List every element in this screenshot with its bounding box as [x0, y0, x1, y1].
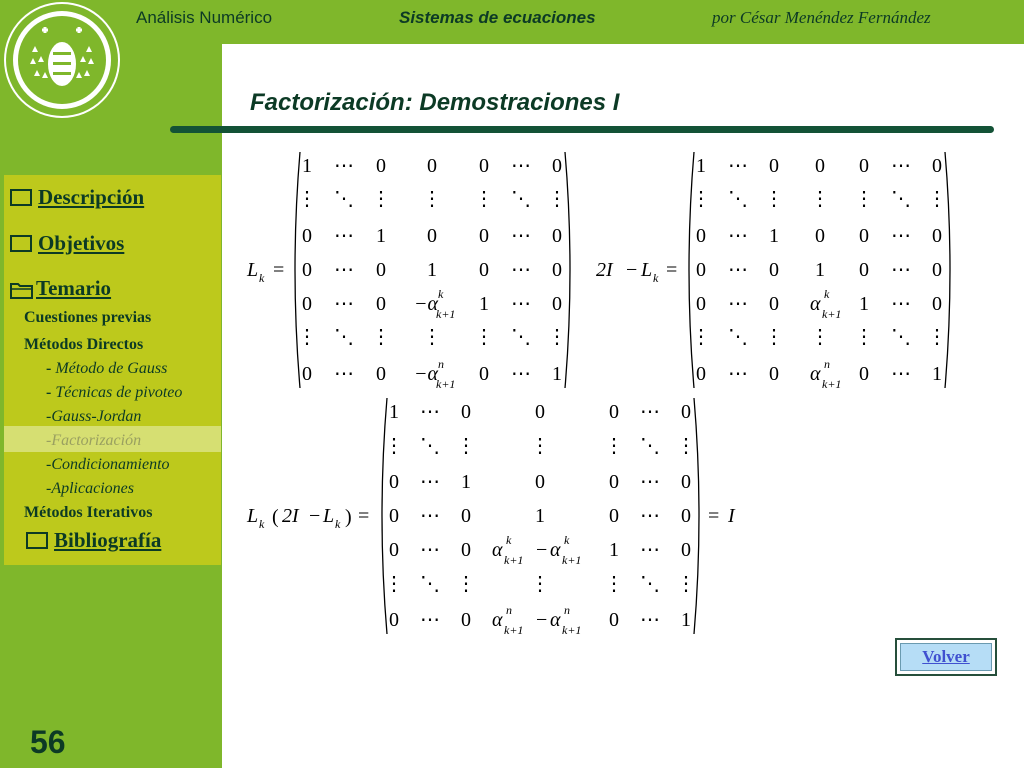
minus-sign: −	[309, 505, 321, 527]
matrix-product-entry: ⋯	[640, 539, 660, 561]
matrix-Lk-entry: ⋮	[297, 188, 317, 210]
matrix-Lk-alpha: −α	[414, 363, 438, 385]
close-paren: )	[345, 506, 352, 528]
equals-sign: =	[708, 505, 720, 527]
lhs-2I: 2I	[282, 505, 299, 527]
menu-bibliografia-label: Bibliografía	[54, 528, 162, 552]
matrix-product-entry: 0	[681, 471, 691, 493]
lhs-L: L	[323, 505, 335, 527]
matrix-product-entry: 0	[461, 609, 471, 631]
matrix-product-entry: 1	[389, 401, 399, 423]
matrix-product-entry: 0	[461, 401, 471, 423]
matrix-Lk-entry: 0	[302, 363, 312, 385]
matrix-product-minus: −	[536, 609, 548, 631]
matrix-product-entry: ⋯	[420, 609, 440, 631]
lhs-subscript-k: k	[259, 517, 265, 531]
matrix-product-entry: ⋮	[604, 573, 624, 595]
matrix-product-entry: 1	[681, 609, 691, 631]
matrix-Lk-entry: 0	[376, 259, 386, 281]
matrix-2I-minus-Lk-entry: 0	[696, 225, 706, 247]
matrix-Lk-entry: 0	[552, 293, 562, 315]
matrix-Lk-entry: 1	[302, 155, 312, 177]
matrix-product-entry: 0	[681, 401, 691, 423]
matrix-2I-minus-Lk-entry: 1	[696, 155, 706, 177]
matrix-product-entry: ⋮	[604, 435, 624, 457]
menu-factorizacion[interactable]: -Factorización	[46, 432, 142, 449]
menu-temario-label: Temario	[36, 276, 112, 300]
matrix-product-left-paren	[382, 398, 387, 634]
matrix-2I-minus-Lk-entry: ⋯	[891, 259, 911, 281]
matrix-product-entry: ⋯	[640, 471, 660, 493]
matrix-Lk-entry: 0	[552, 225, 562, 247]
matrix-product-entry: ⋮	[456, 573, 476, 595]
matrix-Lk-entry: 0	[552, 155, 562, 177]
matrix-product-entry: ⋮	[530, 573, 550, 595]
matrix-product-entry: 0	[535, 471, 545, 493]
alpha-superscript: n	[438, 357, 444, 371]
matrix-Lk-entry: ⋮	[297, 326, 317, 348]
matrix-2I-minus-Lk-entry: 0	[932, 225, 942, 247]
matrix-Lk-entry: 0	[479, 155, 489, 177]
matrix-product-entry: 0	[609, 505, 619, 527]
matrix-2I-minus-Lk-entry: ⋯	[891, 225, 911, 247]
matrix-product-right-paren	[694, 398, 699, 634]
menu-descripcion-label: Descripción	[38, 185, 145, 209]
alpha-subscript: k+1	[562, 623, 582, 637]
matrix-2I-minus-Lk-entry: ⋮	[764, 188, 784, 210]
matrix-product-entry: 1	[461, 471, 471, 493]
matrix-product-entry: ⋱	[640, 435, 660, 457]
menu-aplicaciones[interactable]: -Aplicaciones	[46, 480, 134, 497]
matrix-product-entry: ⋯	[420, 401, 440, 423]
matrix-2I-minus-Lk-entry: 0	[859, 363, 869, 385]
alpha-subscript: k+1	[822, 377, 842, 391]
matrix-product-alpha: α	[492, 539, 503, 561]
matrix-product-entry: 0	[389, 609, 399, 631]
matrix-Lk-entry: 0	[479, 225, 489, 247]
matrix-2I-minus-Lk-entry: ⋱	[891, 188, 911, 210]
matrix-2I-minus-Lk-entry: 0	[769, 293, 779, 315]
matrix-Lk-entry: ⋱	[334, 188, 354, 210]
matrix-product-entry: 0	[609, 609, 619, 631]
alpha-subscript: k+1	[504, 623, 524, 637]
open-paren: (	[272, 506, 279, 528]
matrix-2I-minus-Lk-entry: ⋮	[927, 188, 947, 210]
topic-name: Sistemas de ecuaciones	[399, 8, 596, 27]
lhs-subscript-k: k	[335, 517, 341, 531]
matrix-Lk-entry: 1	[552, 363, 562, 385]
matrix-2I-minus-Lk-entry: ⋯	[891, 293, 911, 315]
matrix-2I-minus-Lk-entry: ⋯	[728, 259, 748, 281]
matrix-Lk-entry: ⋯	[334, 155, 354, 177]
lhs-L: L	[247, 505, 259, 527]
matrix-2I-minus-Lk-entry: 0	[696, 259, 706, 281]
matrix-product-entry: 0	[461, 505, 471, 527]
page-title: Factorización: Demostraciones I	[250, 89, 620, 116]
matrix-Lk-entry: ⋯	[334, 225, 354, 247]
matrix-product-entry: ⋮	[676, 435, 696, 457]
author-name: por César Menéndez Fernández	[712, 8, 931, 27]
matrix-product-entry: 0	[609, 471, 619, 493]
matrix-product-entry: 0	[389, 505, 399, 527]
matrix-Lk-entry: ⋮	[474, 326, 494, 348]
lhs-L: L	[247, 259, 259, 281]
matrix-2I-minus-Lk-entry: ⋮	[927, 326, 947, 348]
matrix-2I-minus-Lk-entry: ⋯	[728, 293, 748, 315]
matrix-product-entry: ⋮	[456, 435, 476, 457]
menu-metodo-gauss-prefix: -	[46, 360, 56, 377]
matrix-2I-minus-Lk-entry: 1	[815, 259, 825, 281]
matrix-product-alpha: α	[550, 609, 561, 631]
matrix-product-entry: 0	[389, 471, 399, 493]
matrix-Lk-entry: ⋮	[422, 326, 442, 348]
volver-label: Volver	[900, 643, 992, 671]
menu-metodo-gauss-label: Método de Gauss	[55, 360, 168, 377]
alpha-superscript: k	[564, 533, 570, 547]
menu-tecnicas-prefix: -	[46, 384, 56, 401]
matrix-2I-minus-Lk-alpha: α	[810, 363, 821, 385]
alpha-superscript: k	[824, 287, 830, 301]
matrix-2I-minus-Lk-entry: 0	[696, 293, 706, 315]
matrix-Lk-entry: 1	[376, 225, 386, 247]
matrix-product-entry: 0	[681, 505, 691, 527]
matrix-2I-minus-Lk-entry: ⋱	[891, 326, 911, 348]
matrix-product-entry: ⋯	[640, 609, 660, 631]
alpha-superscript: n	[564, 603, 570, 617]
menu-cuestiones-previas[interactable]: Cuestiones previas	[24, 309, 152, 326]
matrix-2I-minus-Lk-entry: 0	[696, 363, 706, 385]
matrix-2I-minus-Lk-entry: 0	[769, 259, 779, 281]
matrix-Lk-entry: 0	[302, 225, 312, 247]
menu-gauss-jordan[interactable]: -Gauss-Jordan	[46, 408, 142, 425]
matrix-Lk-entry: 0	[376, 293, 386, 315]
menu-objetivos-label: Objetivos	[38, 231, 125, 255]
matrix-Lk-entry: 1	[479, 293, 489, 315]
alpha-superscript: k	[506, 533, 512, 547]
matrix-Lk-entry: ⋮	[371, 188, 391, 210]
matrix-2I-minus-Lk-entry: ⋯	[891, 155, 911, 177]
matrix-product-entry: ⋯	[640, 401, 660, 423]
matrix-Lk-entry: ⋱	[511, 326, 531, 348]
matrix-Lk-entry: 0	[376, 363, 386, 385]
matrix-product-alpha: α	[492, 609, 503, 631]
matrix-Lk-entry: ⋯	[334, 259, 354, 281]
matrix-Lk-entry: ⋯	[511, 225, 531, 247]
matrix-Lk-entry: ⋯	[511, 155, 531, 177]
matrix-product-entry: ⋮	[530, 435, 550, 457]
matrix-product-entry: 1	[609, 539, 619, 561]
matrix-Lk-alpha: −α	[414, 293, 438, 315]
matrix-Lk-entry: ⋮	[547, 326, 567, 348]
matrix-2I-minus-Lk-entry: 0	[859, 259, 869, 281]
matrix-Lk-entry: 0	[427, 155, 437, 177]
alpha-subscript: k+1	[562, 553, 582, 567]
matrix-2I-minus-Lk-alpha: α	[810, 293, 821, 315]
menu-tecnicas-label: Técnicas de pivoteo	[55, 384, 183, 401]
lhs-subscript-k: k	[653, 271, 659, 285]
matrix-2I-minus-Lk-entry: 0	[932, 155, 942, 177]
menu-metodos-iterativos[interactable]: Métodos Iterativos	[24, 504, 153, 521]
matrix-2I-minus-Lk-entry: 0	[815, 225, 825, 247]
matrix-product-entry: ⋮	[384, 573, 404, 595]
matrix-product-entry: ⋯	[420, 539, 440, 561]
matrix-Lk-entry: 0	[552, 259, 562, 281]
equals-sign: =	[358, 505, 370, 527]
alpha-subscript: k+1	[822, 307, 842, 321]
alpha-superscript: n	[824, 357, 830, 371]
matrix-product-entry: 0	[389, 539, 399, 561]
matrix-2I-minus-Lk-entry: ⋮	[854, 326, 874, 348]
matrix-Lk-entry: ⋮	[371, 326, 391, 348]
matrix-Lk-entry: 0	[376, 155, 386, 177]
matrix-Lk-entry: 0	[479, 259, 489, 281]
lhs-L: L	[641, 259, 653, 281]
alpha-subscript: k+1	[504, 553, 524, 567]
matrix-Lk-entry: ⋯	[511, 293, 531, 315]
page-number: 56	[30, 724, 66, 760]
matrix-2I-minus-Lk-entry: 1	[932, 363, 942, 385]
alpha-superscript: n	[506, 603, 512, 617]
minus-sign: −	[626, 259, 638, 281]
equals-sign: =	[273, 259, 285, 281]
matrix-2I-minus-Lk-entry: ⋮	[764, 326, 784, 348]
matrix-Lk-entry: 0	[302, 293, 312, 315]
matrix-product-entry: ⋮	[384, 435, 404, 457]
matrix-2I-minus-Lk-entry: ⋮	[691, 326, 711, 348]
equals-sign: =	[666, 259, 678, 281]
matrix-Lk-entry: ⋯	[334, 363, 354, 385]
matrix-product-entry: ⋮	[676, 573, 696, 595]
identity-I: I	[728, 505, 735, 527]
matrix-2I-minus-Lk-entry: 0	[932, 293, 942, 315]
matrix-Lk-entry: ⋯	[511, 259, 531, 281]
matrix-Lk-entry: 0	[302, 259, 312, 281]
matrix-2I-minus-Lk-entry: 0	[769, 363, 779, 385]
matrix-2I-minus-Lk-entry: 0	[815, 155, 825, 177]
matrix-product-entry: 0	[681, 539, 691, 561]
matrix-2I-minus-Lk-entry: ⋯	[891, 363, 911, 385]
matrix-product-entry: 0	[609, 401, 619, 423]
matrix-2I-minus-Lk-entry: ⋮	[691, 188, 711, 210]
matrix-2I-minus-Lk-entry: 0	[859, 225, 869, 247]
matrix-product-entry: 0	[461, 539, 471, 561]
menu-metodos-directos[interactable]: Métodos Directos	[24, 336, 144, 353]
matrix-product-alpha: α	[550, 539, 561, 561]
matrix-2I-minus-Lk-entry: 0	[932, 259, 942, 281]
alpha-subscript: k+1	[436, 307, 456, 321]
matrix-2I-minus-Lk-entry: 1	[859, 293, 869, 315]
matrix-product-entry: 0	[535, 401, 545, 423]
lhs-subscript-k: k	[259, 271, 265, 285]
matrix-product-entry: ⋱	[640, 573, 660, 595]
matrix-Lk-entry: ⋯	[334, 293, 354, 315]
lhs-2I: 2I	[596, 259, 613, 281]
matrix-2I-minus-Lk-entry: ⋯	[728, 155, 748, 177]
matrix-product-entry: ⋱	[420, 573, 440, 595]
matrix-2I-minus-Lk-entry: ⋯	[728, 363, 748, 385]
matrix-Lk-entry: ⋮	[422, 188, 442, 210]
matrix-Lk-entry: 0	[479, 363, 489, 385]
matrix-2I-minus-Lk-entry: 0	[859, 155, 869, 177]
alpha-superscript: k	[438, 287, 444, 301]
matrix-2I-minus-Lk-entry: ⋯	[728, 225, 748, 247]
matrix-2I-minus-Lk-entry: ⋮	[810, 188, 830, 210]
matrix-2I-minus-Lk-entry: ⋮	[854, 188, 874, 210]
matrix-2I-minus-Lk-entry: ⋱	[728, 326, 748, 348]
menu-condicionamiento[interactable]: -Condicionamiento	[46, 456, 170, 473]
matrix-2I-minus-Lk-entry: 0	[769, 155, 779, 177]
matrix-2I-minus-Lk-entry: ⋮	[810, 326, 830, 348]
matrix-Lk-entry: 0	[427, 225, 437, 247]
matrix-product-entry: 1	[535, 505, 545, 527]
matrix-product-entry: ⋯	[420, 471, 440, 493]
matrix-product-entry: ⋱	[420, 435, 440, 457]
matrix-Lk-entry: ⋯	[511, 363, 531, 385]
matrix-2I-minus-Lk-entry: ⋱	[728, 188, 748, 210]
matrix-product-entry: ⋯	[420, 505, 440, 527]
matrix-product-entry: ⋯	[640, 505, 660, 527]
matrix-Lk-entry: ⋮	[547, 188, 567, 210]
course-name: Análisis Numérico	[136, 8, 273, 27]
alpha-subscript: k+1	[436, 377, 456, 391]
matrix-Lk-entry: ⋱	[334, 326, 354, 348]
matrix-Lk-entry: 1	[427, 259, 437, 281]
matrix-Lk-entry: ⋱	[511, 188, 531, 210]
matrix-Lk-entry: ⋮	[474, 188, 494, 210]
matrix-2I-minus-Lk-entry: 1	[769, 225, 779, 247]
matrix-product-minus: −	[536, 539, 548, 561]
